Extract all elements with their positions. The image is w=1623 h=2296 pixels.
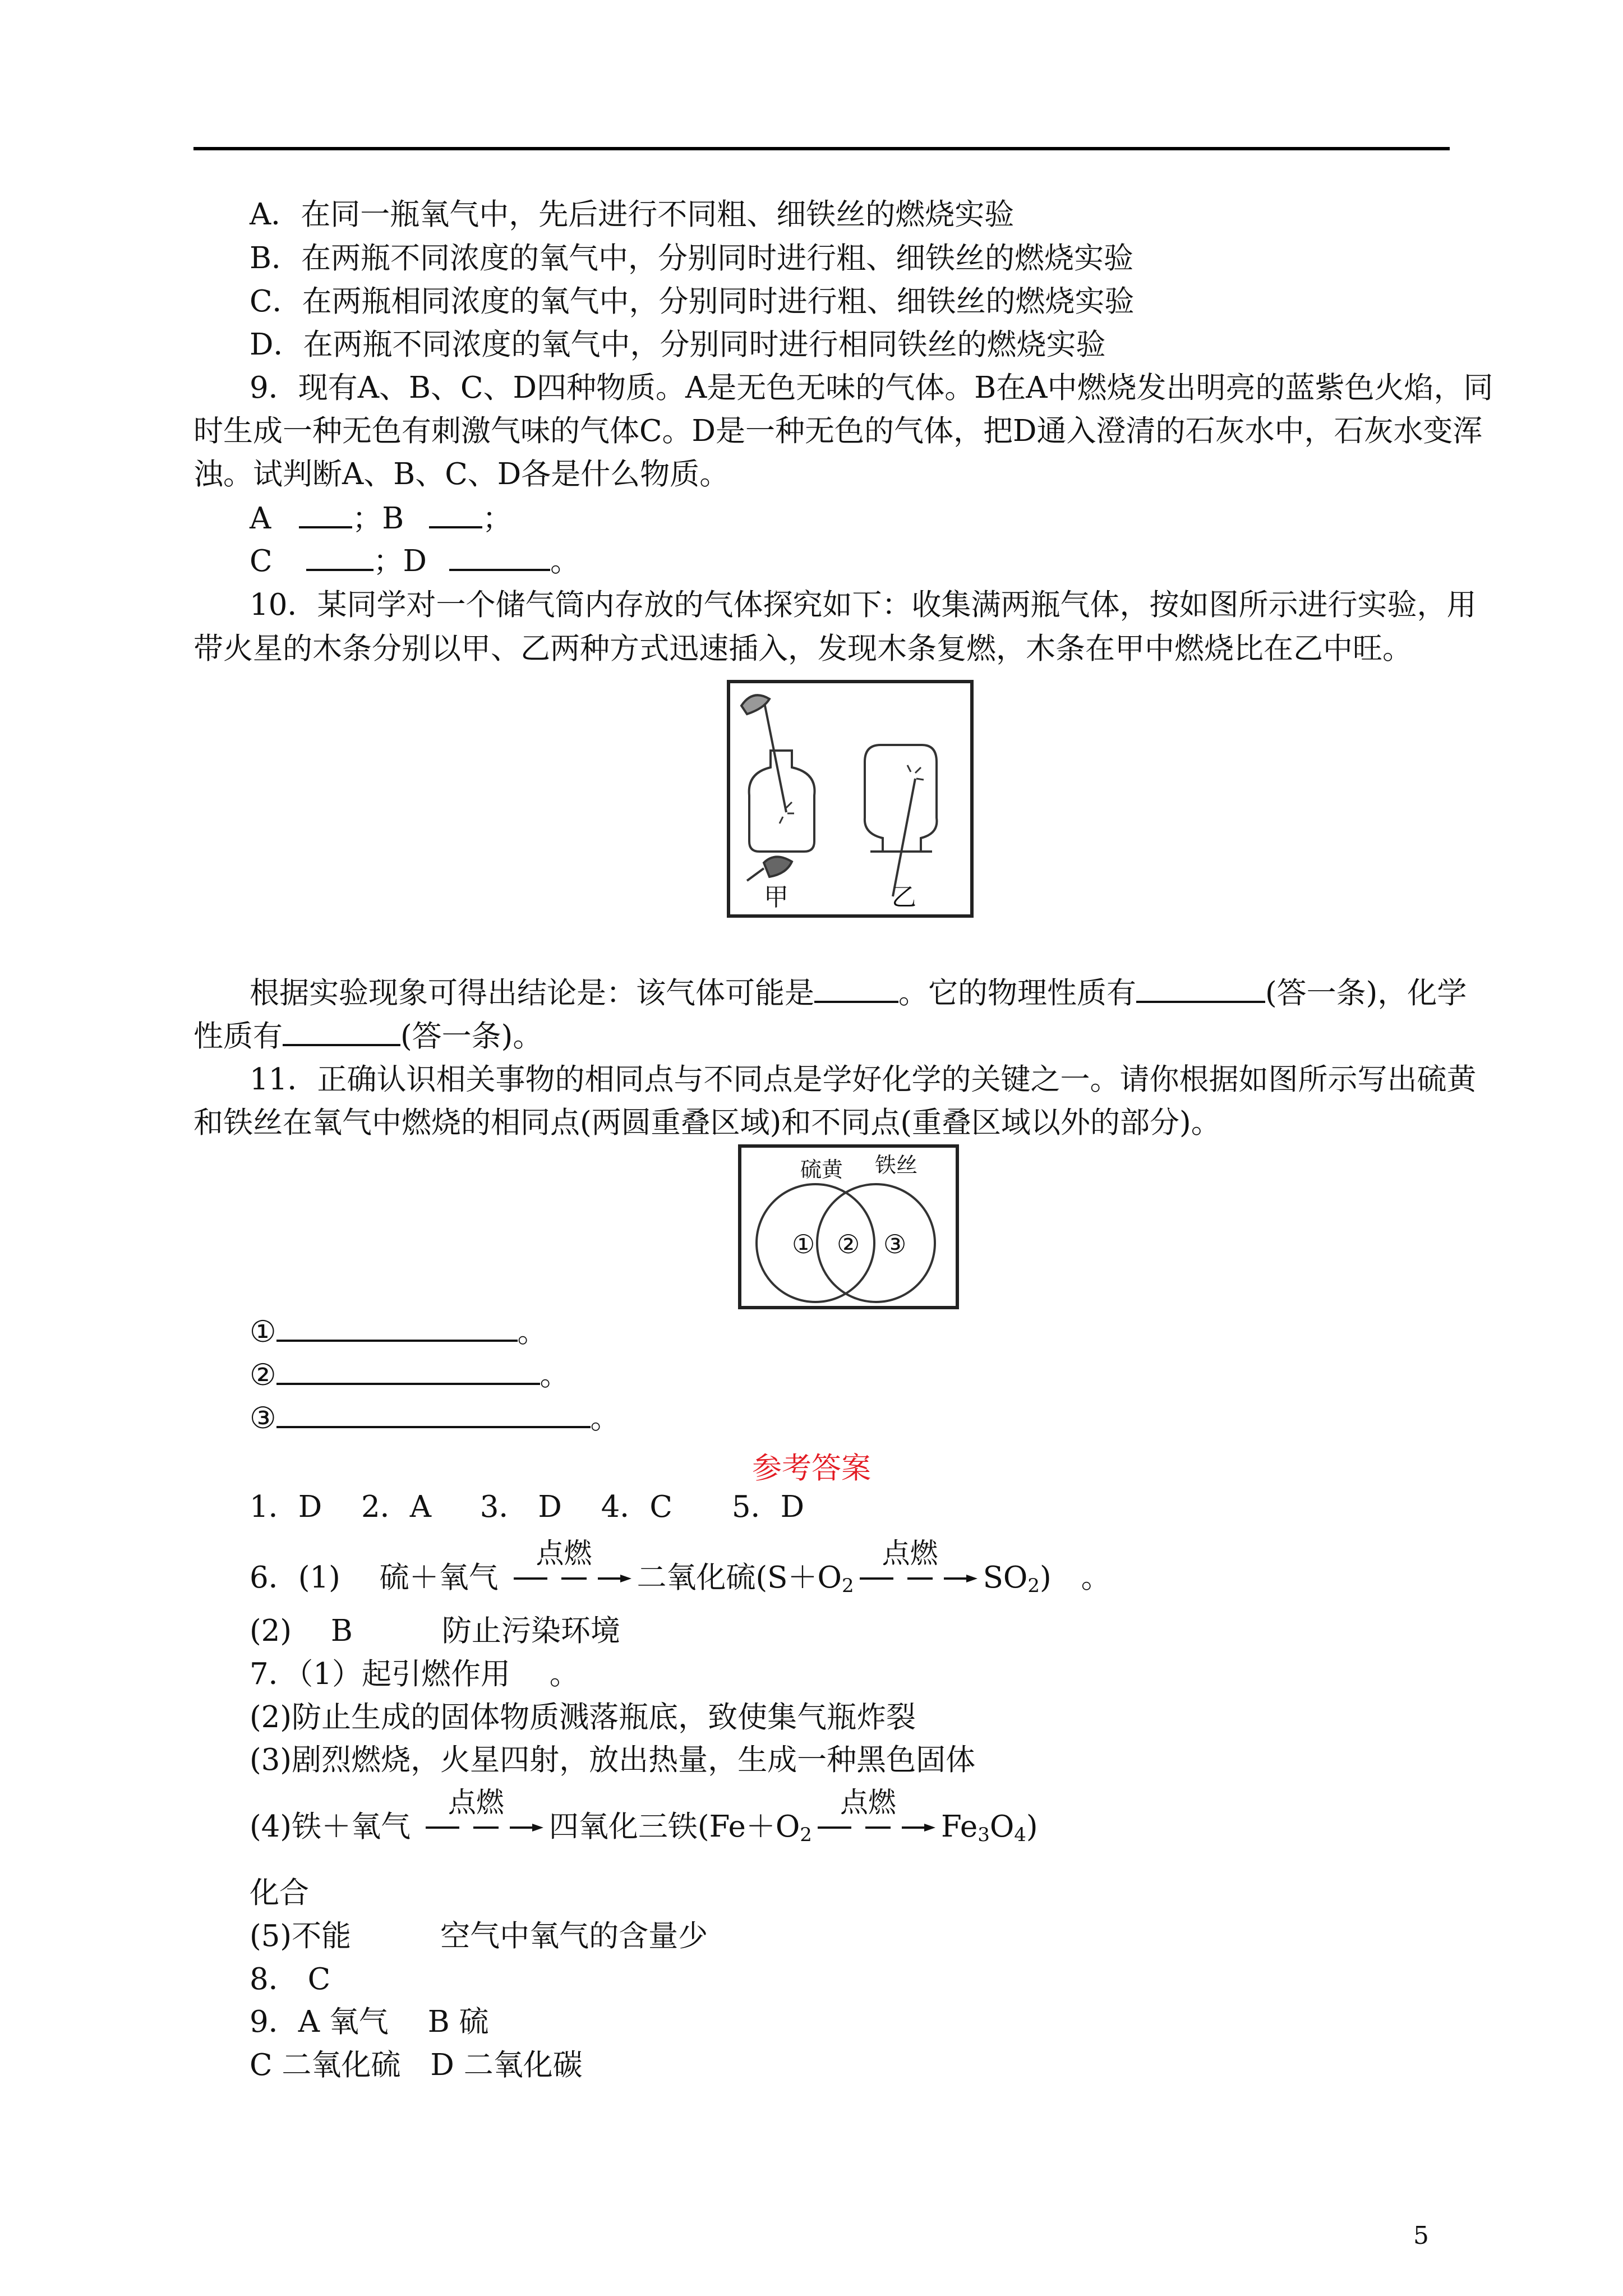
ignite-condition: 点燃: [882, 1537, 938, 1570]
q10-chemical-suffix: (答一条)。: [400, 1019, 543, 1053]
q11-end-2: 。: [540, 1358, 570, 1392]
venn-region-3: ③: [883, 1229, 907, 1259]
answer-6-product: 二氧化硫(S＋O: [637, 1561, 842, 1595]
arrow-icon: [854, 1573, 983, 1584]
arrow-icon: [420, 1822, 549, 1833]
option-d: D．在两瓶不同浓度的氧气中，分别同时进行相同铁丝的燃烧实验: [250, 328, 1106, 362]
reaction-arrow: [812, 1786, 941, 1847]
answer-7-5: 化合: [250, 1876, 309, 1910]
venn-diagram: [741, 1148, 956, 1306]
header-rule: [193, 147, 1450, 150]
option-c: C．在两瓶相同浓度的氧气中，分别同时进行粗、细铁丝的燃烧实验: [250, 284, 1135, 319]
q11-line-2: 和铁丝在氧气中燃烧的相同点(两圆重叠区域)和不同点(重叠区域以外的部分)。: [193, 1106, 1221, 1140]
q9-end-1: ；: [482, 501, 513, 536]
q10-chemical-label: (答一条)，化学: [1265, 976, 1467, 1010]
q9-c-label: C: [250, 544, 273, 578]
q9-line-2: 时生成一种无色有刺激气味的气体C。D是一种无色的气体，把D通入澄清的石灰水中，石灰水变浑: [193, 414, 1483, 448]
venn-label-iron: 铁丝: [875, 1153, 918, 1177]
reaction-arrow: [854, 1537, 983, 1598]
q11-marker-3: ③: [250, 1401, 276, 1435]
q11-answer-2-blank[interactable]: [276, 1357, 540, 1385]
q11-end-1: 。: [517, 1315, 547, 1349]
q9-line-1: 9．现有A、B、C、D四种物质。A是无色无味的气体。B在A中燃烧发出明亮的蓝紫色火焰，同: [250, 371, 1493, 405]
arrow-icon: [508, 1573, 637, 1584]
q11-marker-1: ①: [250, 1315, 276, 1349]
ignite-condition: 点燃: [536, 1537, 592, 1570]
answer-key-title: 参考答案: [752, 1451, 871, 1485]
q9-a-label: A: [250, 501, 271, 536]
q10-gas-blank[interactable]: [814, 975, 898, 1003]
reaction-arrow: [508, 1537, 637, 1598]
q9-blank-row-1: [250, 499, 512, 539]
q9-blank-row-2: [250, 542, 580, 581]
q10-physical-property-blank[interactable]: [1136, 975, 1265, 1003]
answer-7-4: (4)铁＋氧气 点燃 四氧化三铁($Fe+O_2$ 点燃 $Fe_3O_4$): [250, 1807, 1038, 1855]
answer-9-2: C 二氧化硫 D 二氧化碳: [250, 2048, 583, 2082]
q10-chemical-prefix: 性质有: [193, 1019, 283, 1053]
answer-7-1: 7．（1）起引燃作用 。: [250, 1657, 579, 1691]
q10-conclusion-line-1: [250, 974, 1467, 1013]
q11-line-1: 11．正确认识相关事物的相同点与不同点是学好化学的关键之一。请你根据如图所示写出硫黄: [250, 1062, 1477, 1097]
reaction-arrow: [420, 1786, 549, 1847]
q9-d-label: ；D: [373, 544, 427, 578]
q9-answer-d-blank[interactable]: [449, 543, 550, 571]
q11-answer-row-2: [250, 1356, 570, 1395]
q10-conclusion-line-2: [193, 1017, 542, 1056]
q11-marker-2: ②: [250, 1358, 276, 1392]
answer-6-reactants: 6．(1) 硫＋氧气: [250, 1561, 508, 1595]
venn-label-sulfur: 硫黄: [800, 1157, 843, 1182]
arrow-icon: [812, 1822, 941, 1833]
q9-end-2: 。: [550, 544, 580, 578]
ignite-condition: 点燃: [840, 1786, 896, 1819]
q10-line-2: 带火星的木条分别以甲、乙两种方式迅速插入，发现木条复燃，木条在甲中燃烧比在乙中旺。: [193, 632, 1412, 666]
q11-answer-row-3: [250, 1399, 620, 1438]
q9-answer-b-blank[interactable]: [429, 500, 482, 528]
answer-6-2: (2) B 防止污染环境: [250, 1614, 620, 1648]
q11-answer-3-blank[interactable]: [276, 1400, 591, 1428]
answer-7-2: (2)防止生成的固体物质溅落瓶底，致使集气瓶炸裂: [250, 1700, 916, 1734]
q10-physical-label: 。它的物理性质有: [898, 976, 1136, 1010]
q9-line-3: 浊。试判断A、B、C、D各是什么物质。: [193, 457, 730, 491]
venn-diagram-figure: [738, 1144, 959, 1309]
answer-1-5: 1．D 2．A 3． D 4．C 5．D: [250, 1490, 805, 1524]
answer-7-6: (5)不能 空气中氧气的含量少: [250, 1919, 708, 1953]
option-a: A．在同一瓶氧气中，先后进行不同粗、细铁丝的燃烧实验: [250, 197, 1015, 232]
q9-answer-c-blank[interactable]: [306, 543, 374, 571]
q11-end-3: 。: [590, 1401, 620, 1435]
bottle-experiment-figure: [727, 680, 974, 918]
answer-7-4-reactants: (4)铁＋氧气: [250, 1810, 420, 1844]
q11-answer-1-blank[interactable]: [276, 1314, 518, 1342]
q10-conclusion-text: 根据实验现象可得出结论是：该气体可能是: [250, 976, 814, 1010]
page-number: 5: [1413, 2221, 1429, 2250]
figure-label-jia: 甲: [764, 883, 789, 912]
q10-chemical-property-blank[interactable]: [283, 1018, 400, 1046]
answer-7-4-product: 四氧化三铁(Fe＋O: [548, 1810, 800, 1844]
venn-region-2: ②: [837, 1229, 860, 1259]
venn-region-1: ①: [792, 1229, 815, 1259]
answer-6-1: 6．(1) 硫＋氧气 点燃 二氧化硫($S+O_2$ 点燃 $SO_2$) 。: [250, 1558, 1111, 1605]
answer-9-1: 9．A 氧气 B 硫: [250, 2005, 489, 2039]
q9-b-label: ；B: [352, 501, 404, 536]
answer-8: 8． C: [250, 1962, 331, 1996]
ignite-condition: 点燃: [448, 1786, 504, 1819]
answer-7-3: (3)剧烈燃烧，火星四射，放出热量，生成一种黑色固体: [250, 1743, 976, 1777]
q11-answer-row-1: [250, 1313, 547, 1352]
option-b: B．在两瓶不同浓度的氧气中，分别同时进行粗、细铁丝的燃烧实验: [250, 241, 1133, 275]
q9-answer-a-blank[interactable]: [299, 500, 352, 528]
q10-line-1: 10．某同学对一个储气筒内存放的气体探究如下：收集满两瓶气体，按如图所示进行实验，用: [250, 588, 1477, 622]
figure-label-yi: 乙: [892, 883, 916, 912]
